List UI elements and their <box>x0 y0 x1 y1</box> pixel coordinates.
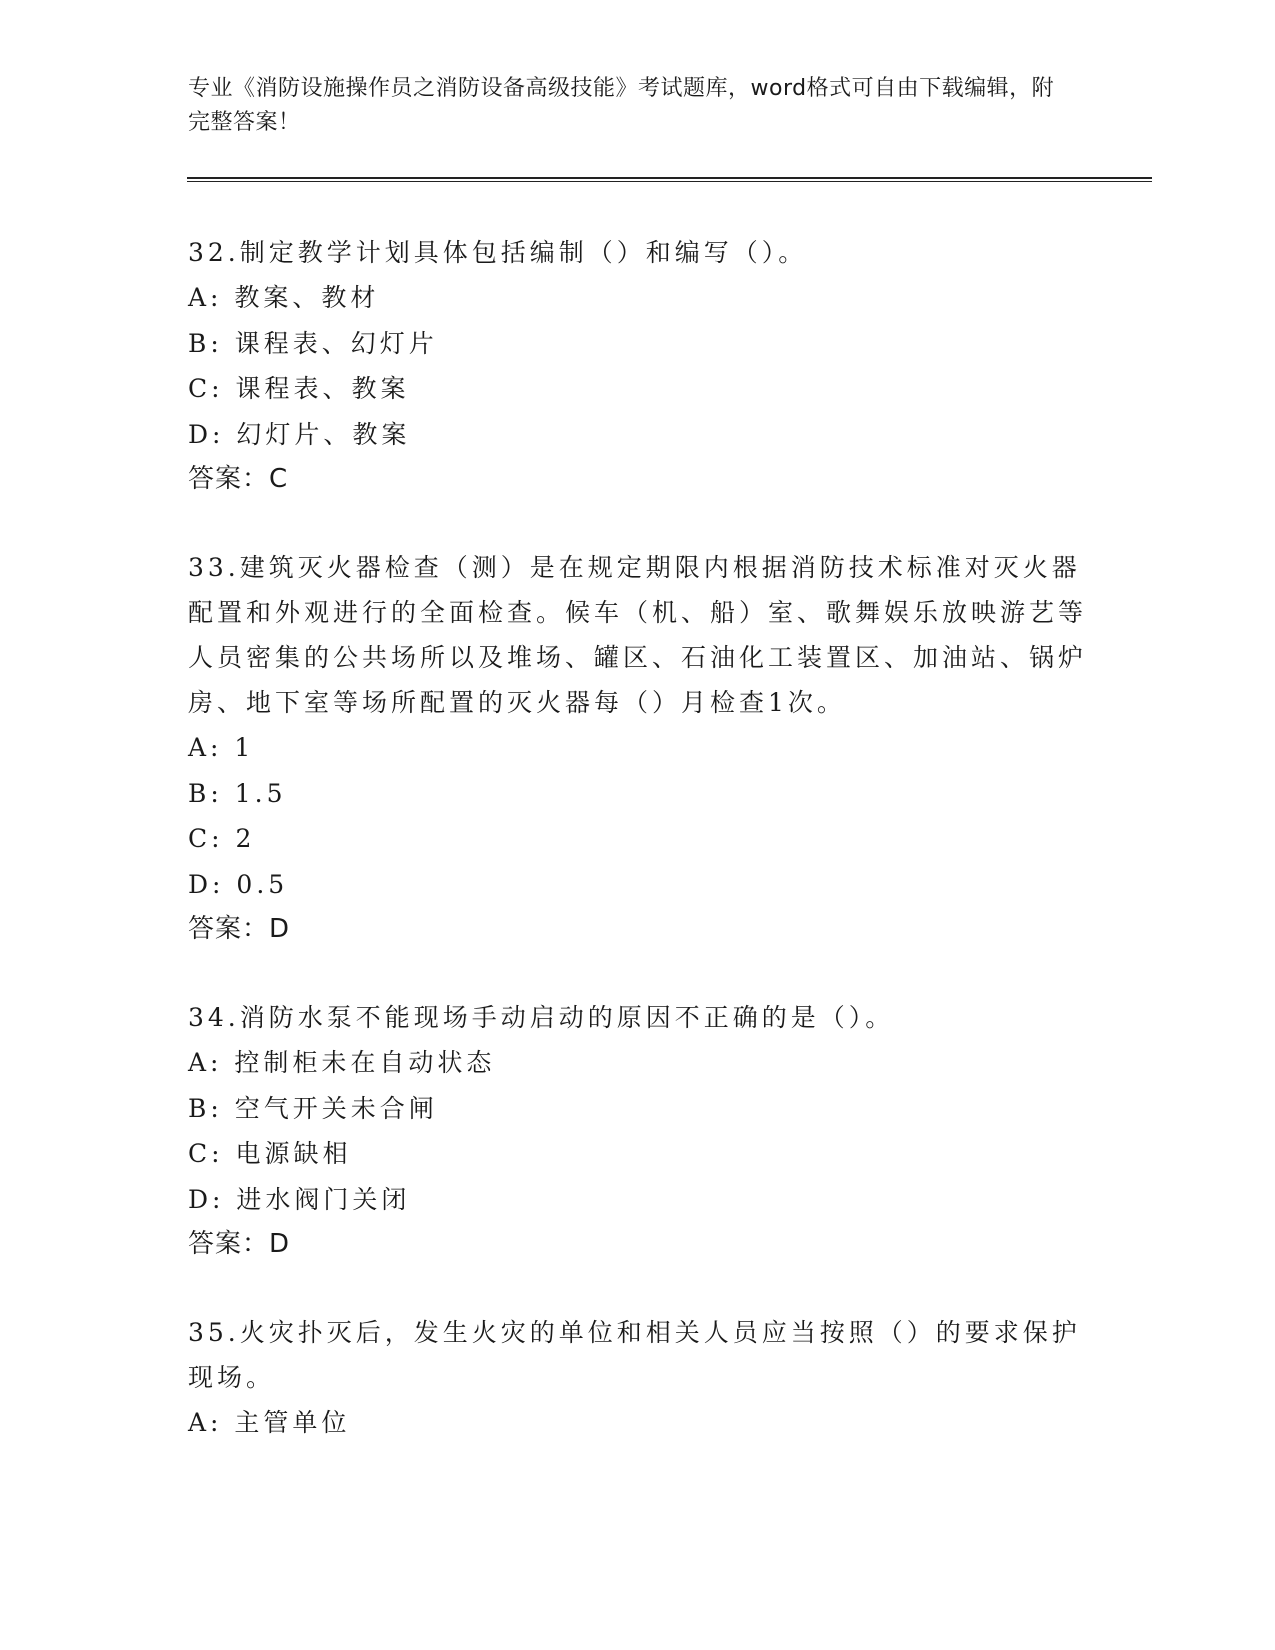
option-c: C: 2 <box>188 824 256 853</box>
option-b: B: 课程表、幻灯片 <box>188 328 438 358</box>
question-list <box>188 230 1088 1490</box>
option-a: A: 教案、教材 <box>188 283 380 312</box>
option-d: D: 0.5 <box>188 869 289 899</box>
question-stem: 33.建筑灭火器检查（测）是在规定期限内根据消防技术标准对灭火器配置和外观进行的全面检查。候车（机、船）室、歌舞娱乐放映游艺等人员密集的公共场所以及堆场、罐区、石油化工装置区、加油站、锅炉房、地下室等场所配置的灭火器每（）月检查1次。 <box>188 553 1088 717</box>
document-header: 专业《消防设施操作员之消防设备高级技能》考试题库，word格式可自由下载编辑，附完整答案！ <box>188 76 1055 135</box>
option-b: B: 1.5 <box>188 778 287 808</box>
question-stem: 32.制定教学计划具体包括编制（）和编写（）。 <box>188 238 808 267</box>
option-c: C: 电源缺相 <box>188 1139 352 1168</box>
question-stem: 35.火灾扑灭后，发生火灾的单位和相关人员应当按照（）的要求保护现场。 <box>188 1318 1081 1392</box>
option-d: D: 幻灯片、教案 <box>188 419 411 449</box>
option-a: A: 主管单位 <box>188 1408 351 1437</box>
answer: 答案：C <box>188 464 289 494</box>
question-stem: 34.消防水泵不能现场手动启动的原因不正确的是（）。 <box>188 1003 895 1032</box>
option-a: A: 1 <box>188 733 255 762</box>
answer: 答案：D <box>188 1229 291 1259</box>
option-b: B: 空气开关未合闸 <box>188 1093 438 1123</box>
header-divider <box>187 177 1152 182</box>
question-block <box>188 545 1088 951</box>
option-a: A: 控制柜未在自动状态 <box>188 1048 496 1077</box>
option-d: D: 进水阀门关闭 <box>188 1184 411 1214</box>
question-block <box>188 230 1088 501</box>
question-block <box>188 995 1088 1266</box>
answer: 答案：D <box>188 914 291 944</box>
question-block <box>188 1310 1088 1446</box>
option-c: C: 课程表、教案 <box>188 374 410 403</box>
